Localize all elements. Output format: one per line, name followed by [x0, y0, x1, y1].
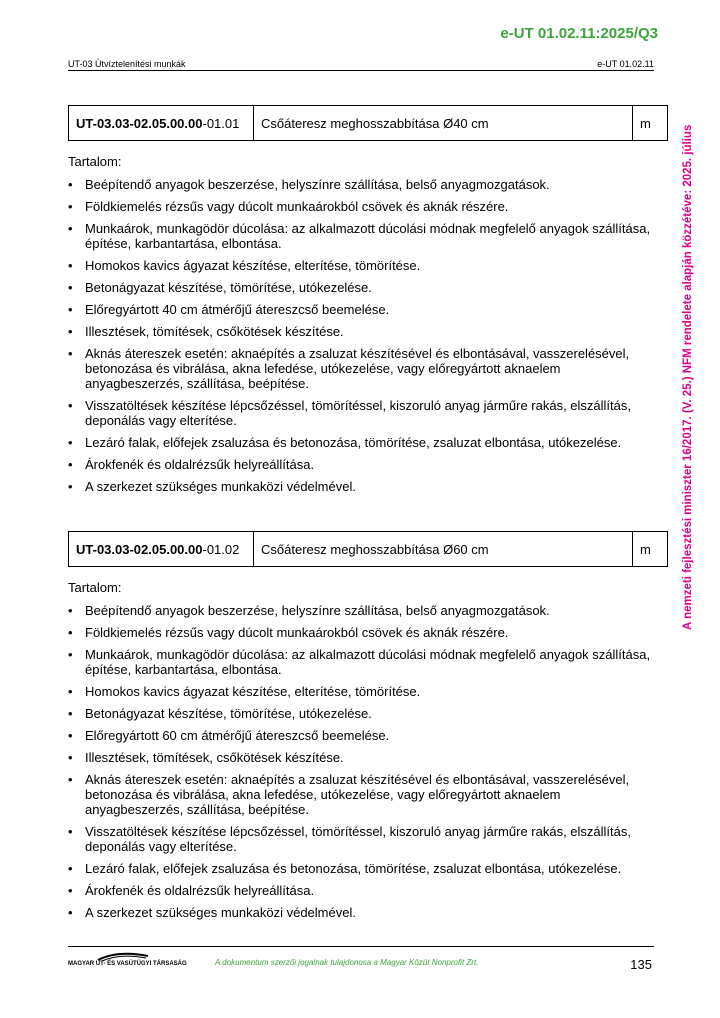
item-code [69, 532, 254, 567]
item-code-suffix: -01.02 [202, 541, 240, 557]
list-item: • Lezáró falak, előfejek zsaluzása és betonozása, tömörítése, zsaluzat elbontása, utókezelése. [68, 435, 622, 450]
list-item: • Aknás átereszek esetén: aknaépítés a zsaluzat készítésével és elbontásával, vasszerelésével, betonozása és vibrálása, akna lefedése, utókezelése, vagy előregyártott aknaelem anyagbeszerzés, szállítása, beépítése. [68, 346, 630, 391]
list-item: • Homokos kavics ágyazat készítése, elterítése, tömörítése. [68, 684, 421, 699]
item-unit: m [633, 532, 668, 567]
list-item: • Aknás átereszek esetén: aknaépítés a zsaluzat készítésével és elbontásával, vasszerelésével, betonozása és vibrálása, akna lefedése, utókezelése, vagy előregyártott aknaelem anyagbeszerzés, szállítása, beépítése. [68, 772, 630, 817]
contents-label: Tartalom: [68, 154, 122, 169]
item-title: Csőáteresz meghosszabbítása Ø40 cm [254, 106, 633, 141]
list-item: • Illesztések, tömítések, csőkötések készítése. [68, 324, 344, 339]
list-item: • Homokos kavics ágyazat készítése, elterítése, tömörítése. [68, 258, 421, 273]
list-item: • Beépítendő anyagok beszerzése, helyszínre szállítása, belső anyagmozgatások. [68, 603, 550, 618]
item-header-table [68, 105, 668, 141]
document-code: e-UT 01.02.11:2025/Q3 [500, 25, 658, 42]
item-code-bold: UT-03.03-02.05.00.00 [76, 541, 203, 557]
list-item: • Földkiemelés rézsűs vagy dúcolt munkaárokból csövek és aknák részére. [68, 199, 509, 214]
list-item: • Árokfenék és oldalrézsűk helyreállítása. [68, 457, 315, 472]
contents-label: Tartalom: [68, 580, 122, 595]
list-item: • Munkaárok, munkagödör dúcolása: az alkalmazott dúcolási módnak megfelelő anyagok szállítása, építése, karbantartása, elbontása. [68, 647, 651, 677]
item-title: Csőáteresz meghosszabbítása Ø60 cm [254, 532, 633, 567]
list-item: • Előregyártott 40 cm átmérőjű átereszcső beemelése. [68, 302, 390, 317]
list-item: • A szerkezet szükséges munkaközi védelmével. [68, 905, 356, 920]
company-logo [68, 949, 187, 971]
running-header-chapter: UT-03 Útvíztelenítési munkák [68, 59, 186, 69]
item-unit: m [633, 106, 668, 141]
list-item: • Visszatöltések készítése lépcsőzéssel, tömörítéssel, kiszoruló anyag járműre rakás, elszállítás, deponálás vagy elterítése. [68, 398, 631, 428]
logo-text: MAGYAR ÚT- ÉS VASÚTÜGYI TÁRSASÁG [68, 961, 187, 967]
list-item: • Munkaárok, munkagödör dúcolása: az alkalmazott dúcolási módnak megfelelő anyagok szállítása, építése, karbantartása, elbontása. [68, 221, 651, 251]
publication-side-note: A nemzeti fejlesztési miniszter 16/2017. (V. 25.) NFM rendelete alapján közzétéve: 2025. július [682, 124, 694, 630]
running-header-code: e-UT 01.02.11 [597, 59, 654, 69]
item-code-suffix: -01.01 [202, 115, 240, 131]
item-header-table [68, 531, 668, 567]
list-item: • Árokfenék és oldalrézsűk helyreállítása. [68, 883, 315, 898]
contents-list [68, 603, 654, 927]
list-item: • Betonágyazat készítése, tömörítése, utókezelése. [68, 280, 372, 295]
list-item: • Beépítendő anyagok beszerzése, helyszínre szállítása, belső anyagmozgatások. [68, 177, 550, 192]
list-item: • A szerkezet szükséges munkaközi védelmével. [68, 479, 356, 494]
copyright-notice: A dokumentum szerzői jogainak tulajdonosa a Magyar Közút Nonprofit Zrt. [215, 958, 479, 967]
footer-divider [68, 946, 654, 947]
list-item: • Visszatöltések készítése lépcsőzéssel, tömörítéssel, kiszoruló anyag járműre rakás, elszállítás, deponálás vagy elterítése. [68, 824, 631, 854]
item-code [69, 106, 254, 141]
list-item: • Lezáró falak, előfejek zsaluzása és betonozása, tömörítése, zsaluzat elbontása, utókezelése. [68, 861, 622, 876]
header-divider [68, 70, 654, 71]
item-code-bold: UT-03.03-02.05.00.00 [76, 115, 203, 131]
list-item: • Betonágyazat készítése, tömörítése, utókezelése. [68, 706, 372, 721]
page-number: 135 [630, 957, 652, 972]
contents-list [68, 177, 654, 501]
list-item: • Földkiemelés rézsűs vagy dúcolt munkaárokból csövek és aknák részére. [68, 625, 509, 640]
list-item: • Illesztések, tömítések, csőkötések készítése. [68, 750, 344, 765]
list-item: • Előregyártott 60 cm átmérőjű átereszcső beemelése. [68, 728, 390, 743]
